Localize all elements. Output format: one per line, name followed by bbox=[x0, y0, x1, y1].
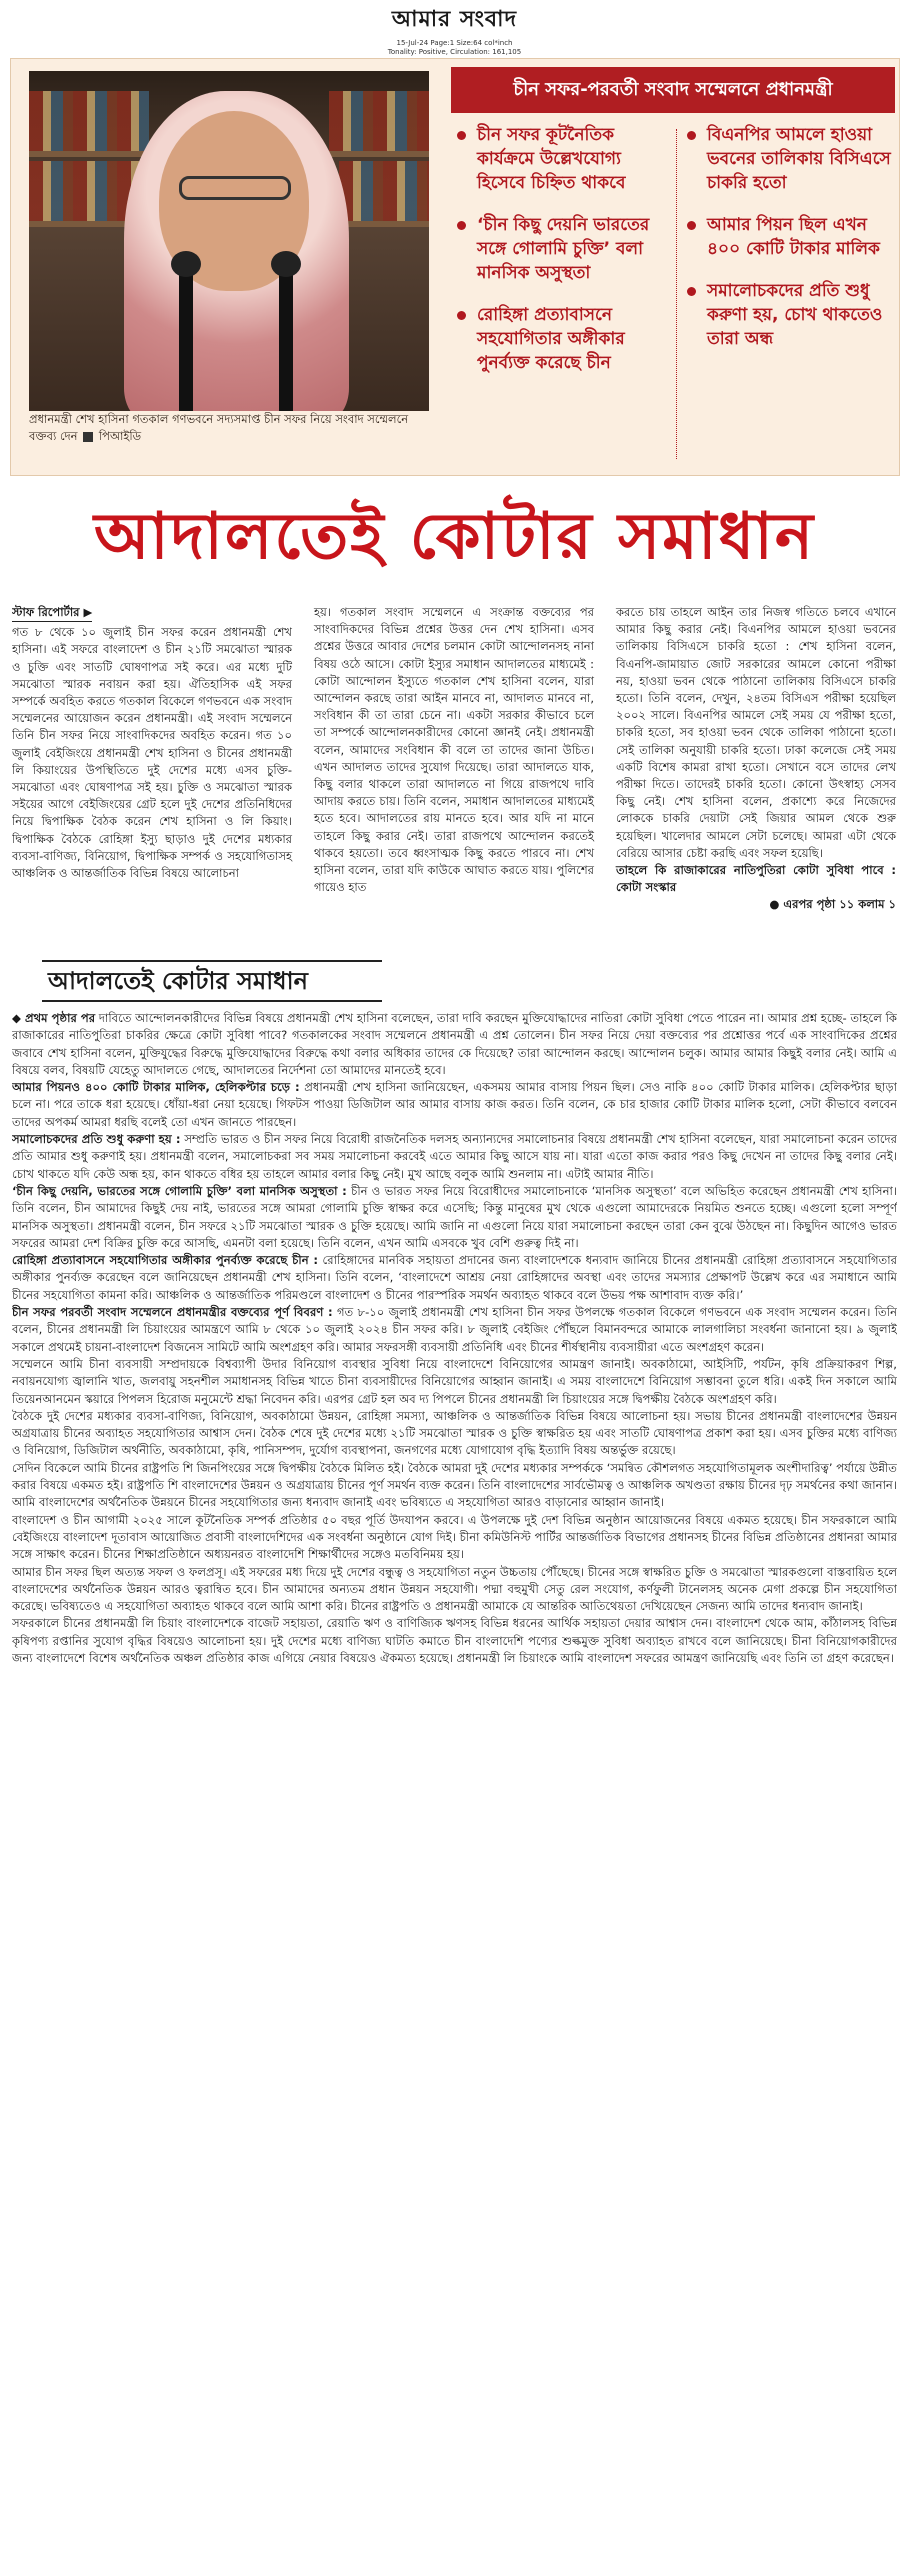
paragraph: রোহিঙ্গা প্রত্যাবাসনে সহযোগিতার অঙ্গীকার পুনর্ব্যক্ত করেছে চীন : রোহিঙ্গাদের মানবিক সহায়তা প্রদানের জন্য বাংলাদেশকে ধন্যবাদ জানিয়ে চীনের প্রধানমন্ত্রী রোহিঙ্গা প্রত্যাবাসনে সহযোগিতার অঙ্গীকার পুনর্ব্যক্ত করেছেন বলে জানিয়েছেন প্রধানমন্ত্রী শেখ হাসিনা। তিনি বলেন, ‘বাংলাদেশে আশ্রয় নেয়া রোহিঙ্গাদের অবস্থা এবং তাদের সমস্যার প্রেক্ষাপট উল্লেখ করে এর সমাধানে আমি চীনের সহযোগিতা কামনা করি। আঞ্চলিক ও আন্তর্জাতিক পরিমণ্ডলে বাংলাদেশ ও চীনের পারস্পরিক সমর্থন অব্যাহত থাকবে বলে উভয় পক্ষ আশাবাদ ব্যক্ত করি।’ bbox=[12, 1253, 897, 1302]
paragraph: সেদিন বিকেলে আমি চীনের রাষ্ট্রপতি শি জিনপিংয়ের সঙ্গে দ্বিপক্ষীয় বৈঠকে মিলিত হই। বৈঠকে আমরা দুই দেশের মধ্যকার সম্পর্ককে ‘সমন্বিত কৌশলগত সহযোগিতামূলক অংশীদারিত্ব’ পর্যায়ে উন্নীত করার বিষয়ে একমত হই। রাষ্ট্রপতি শি বাংলাদেশের উন্নয়ন ও অগ্রযাত্রায় চীনের পূর্ণ সমর্থন ব্যক্ত করেন। তিনি বাংলাদেশের সার্বভৌমত্ব ও আঞ্চলিক অখণ্ডতা রক্ষায় চীনের দৃঢ় সমর্থনের কথা জানান। আমি বাংলাদেশের অর্থনৈতিক উন্নয়নে চীনের সহযোগিতার জন্য ধন্যবাদ জানাই এবং ভবিষ্যতে এ সহযোগিতা আরও বাড়ানোর আহ্বান জানাই। bbox=[12, 1460, 897, 1510]
bullet-dot-icon bbox=[457, 221, 466, 230]
paragraph: সফরকালে চীনের প্রধানমন্ত্রী লি চিয়াং বাংলাদেশকে বাজেট সহায়তা, রেয়াতি ঋণ ও বাণিজ্যিক ঋণসহ বিভিন্ন ধরনের আর্থিক সহায়তা দেয়ার আশ্বাস দেন। বাংলাদেশ থেকে আম, কাঁঠালসহ বিভিন্ন কৃষিপণ্য রপ্তানির সুযোগ বৃদ্ধির বিষয়েও আলোচনা হয়। দুই দেশের মধ্যে বাণিজ্য ঘাটতি কমাতে চীন বাংলাদেশি পণ্যের শুল্কমুক্ত সুবিধা অব্যাহত রাখবে বলে জানিয়েছে। চীনা বিনিয়োগকারীদের জন্য বাংলাদেশে বিশেষ অর্থনৈতিক অঞ্চল প্রতিষ্ঠার কাজ এগিয়ে নেয়ার বিষয়েও ঐকমত্য হয়েছে। প্রধানমন্ত্রী লি চিয়াংকে আমি বাংলাদেশ সফরের আমন্ত্রণ জানিয়েছি এবং তিনি তা গ্রহণ করেছেন। bbox=[12, 1616, 897, 1665]
paragraph: ‘চীন কিছু দেয়নি, ভারতের সঙ্গে গোলামি চুক্তি’ বলা মানসিক অসুস্থতা : চীন ও ভারত সফর নিয়ে বিরোধীদের সমালোচনাকে ‘মানসিক অসুস্থতা’ বলে অভিহিত করেছেন প্রধানমন্ত্রী শেখ হাসিনা। তিনি বলেন, চীন আমাদের কিছুই দেয় নাই, ভারতের সঙ্গে আমরা গোলামি চুক্তি স্বাক্ষর করে এসেছি; কিন্তু মানুষের মুখ থেকে এগুলো আমাদেরকে নিয়মিত শুনতে হচ্ছে। এগুলো হলো সম্পূর্ণ মানসিক অসুস্থতা। প্রধানমন্ত্রী বলেন, চীন সফরে ২১টি সমঝোতা স্মারক ও চুক্তি হয়েছে। আমি জানি না এগুলো নিয়ে যারা সমালোচনা করছেন তারা কেন বুঝে উঠছেন না। কিছুদিন আগেও ভারত সফরের আমরা দেশ বিক্রির চুক্তি করে আসছি, এমনটা বলা হয়েছে। তিনি বলেন, এখন আমি এসবকে খুব বেশি গুরুত্ব দিই না। bbox=[12, 1183, 897, 1250]
masthead bbox=[0, 0, 909, 56]
newspaper-title: আমার সংবাদ bbox=[391, 6, 518, 32]
caption-text: প্রধানমন্ত্রী শেখ হাসিনা গতকাল গণভবনে সদ্যসমাপ্ত চীন সফর নিয়ে সংবাদ সম্মেলনে বক্তব্য দেন bbox=[29, 412, 409, 443]
lead-article bbox=[12, 604, 897, 999]
bullet-dot-icon bbox=[687, 131, 696, 140]
article-column-1 bbox=[12, 604, 292, 882]
feature-point: চীন সফর কূটনৈতিক কার্যক্রমে উল্লেখযোগ্য হিসেবে চিহ্নিত থাকবে bbox=[457, 123, 662, 195]
news-photo bbox=[29, 71, 429, 411]
clipping-meta-line-2: Tonality: Positive, Circulation: 161,105 bbox=[387, 48, 522, 56]
feature-point: বিএনপির আমলে হাওয়া ভবনের তালিকায় বিসিএসে চাকরি হতো bbox=[687, 123, 892, 195]
continuation-article bbox=[12, 960, 897, 2552]
feature-point: আমার পিয়ন ছিল এখন ৪০০ কোটি টাকার মালিক bbox=[687, 213, 892, 261]
feature-point: ‘চীন কিছু দেয়নি ভারতের সঙ্গে গোলামি চুক্তি’ বলা মানসিক অসুস্থতা bbox=[457, 213, 662, 285]
feature-divider bbox=[676, 129, 677, 459]
feature-box bbox=[10, 58, 900, 476]
paragraph: ◆ প্রথম পৃষ্ঠার পর দাবিতে আন্দোলনকারীদের বিভিন্ন বিষয়ে প্রধানমন্ত্রী শেখ হাসিনা বলেছেন, তারা দাবি করছেন মুক্তিযোদ্ধাদের নাতিরা কোটা সুবিধা পেতে পারেন না। আমার প্রশ্ন হচ্ছে- তাহলে কি রাজাকারের নাতিপুতিরা চাকরির ক্ষেত্রে কোটা সুবিধা পাবে? গতকালকের সংবাদ সম্মেলনে প্রধানমন্ত্রী এ প্রশ্ন তোলেন। চীন সফর নিয়ে দেয়া বক্তব্যের পর প্রশ্নোত্তর পর্বে এক সাংবাদিকের প্রশ্নের জবাবে শেখ হাসিনা বলেন, মুক্তিযুদ্ধের বিরুদ্ধে মুক্তিযোদ্ধাদের বিরুদ্ধে কথা বলার অধিকার তাদের কে দিয়েছে? তারা আন্দোলন করছে। আন্দোলন চলুক। আমার আমার কিছুই বলার নেই। আমি এ বিষয়ে বলব, বিষয়টি যেহেতু আদালতে গেছে, আদালতের নির্দেশনা তো আমাদের মানতেই হবে। bbox=[12, 1011, 897, 1077]
paragraph: আমার চীন সফর ছিল অত্যন্ত সফল ও ফলপ্রসূ। এই সফরের মধ্য দিয়ে দুই দেশের বন্ধুত্ব ও সহযোগিতা নতুন উচ্চতায় পৌঁছেছে। চীনের সঙ্গে স্বাক্ষরিত চুক্তি ও সমঝোতা স্মারকগুলো বাস্তবায়িত হলে বাংলাদেশের অর্থনৈতিক উন্নয়ন আরও ত্বরান্বিত হবে। চীন আমাদের অন্যতম প্রধান উন্নয়ন সহযোগী। পদ্মা বহুমুখী সেতু রেল সংযোগ, কর্ণফুলী টানেলসহ অনেক মেগা প্রকল্পে চীন সহযোগিতা করেছে। ভবিষ্যতেও এ সহযোগিতা অব্যাহত থাকবে বলে আমি আশা করি। চীনের রাষ্ট্রপতি ও প্রধানমন্ত্রী আমাকে যে আন্তরিক আতিথেয়তা দেখিয়েছেন সেজন্য আমি তাদের ধন্যবাদ জানাই। bbox=[12, 1564, 897, 1614]
paragraph: বাংলাদেশ ও চীন আগামী ২০২৫ সালে কূটনৈতিক সম্পর্ক প্রতিষ্ঠার ৫০ বছর পূর্তি উদযাপন করবে। এ উপলক্ষে দুই দেশ বিভিন্ন অনুষ্ঠান আয়োজনের বিষয়ে একমত হয়েছে। চীন সফরকালে আমি বেইজিংয়ে বাংলাদেশ দূতাবাস আয়োজিত প্রবাসী বাংলাদেশিদের এক সংবর্ধনা অনুষ্ঠানে যোগ দিই। চীনা কমিউনিস্ট পার্টির আন্তর্জাতিক বিভাগের প্রধানসহ চীনের বিভিন্ন প্রতিষ্ঠানের প্রধানরা আমার সঙ্গে সাক্ষাৎ করেন। চীনের শিক্ষাপ্রতিষ্ঠানে অধ্যয়নরত বাংলাদেশি শিক্ষার্থীদের সঙ্গেও মতবিনিময় হয়। bbox=[12, 1512, 897, 1562]
photo-caption bbox=[29, 411, 429, 445]
teaser-text: তাহলে কি রাজাকারের নাতিপুতিরা কোটা সুবিধা পাবে : কোটা সংস্কার bbox=[616, 863, 896, 895]
feature-point: রোহিঙ্গা প্রত্যাবাসনে সহযোগিতার অঙ্গীকার পুনর্ব্যক্ত করেছে চীন bbox=[457, 303, 662, 375]
paragraph: সম্মেলনে আমি চীনা ব্যবসায়ী সম্প্রদায়কে বিশ্বব্যাপী উদার বিনিয়োগ ব্যবস্থার সুবিধা নিয়ে বাংলাদেশে বিনিয়োগের আমন্ত্রণ জানাই। অবকাঠামো, আইসিটি, পর্যটন, কৃষি প্রক্রিয়াকরণ শিল্প, নবায়নযোগ্য জ্বালানি খাত, জলবায়ু সহনশীল সমাধানসহ বিভিন্ন খাতে চীনা ব্যবসায়ীদের বিনিয়োগের আহ্বান জানাই। এ সময় বাংলাদেশে বিনিয়োগ সম্ভাবনা তুলে ধরি। একই দিন সকালে আমি তিয়েনআনমেন স্কয়ারে পিপলস হিরোজ মনুমেন্টে শ্রদ্ধা নিবেদন করি। এরপর গ্রেট হল অব দ্য পিপলে চীনের প্রধানমন্ত্রী লি চিয়াংয়ের সঙ্গে দ্বিপক্ষীয় বৈঠকে অংশগ্রহণ করি। bbox=[12, 1356, 897, 1406]
column-text: হয়। গতকাল সংবাদ সম্মেলনে এ সংক্রান্ত বক্তব্যের পর সাংবাদিকদের বিভিন্ন প্রশ্নের উত্তর দেন শেখ হাসিনা। এসব প্রশ্নের উত্তরে আবার দেশের চলমান কোটা আন্দোলনসহ নানা বিষয় ওঠে আসে। কোটা ইস্যুর সমাধান আদালতের মাধ্যমেই : কোটা আন্দোলন ইস্যুতে গতকাল শেখ হাসিনা বলেন, যারা আন্দোলন করছে তারা আইন মানবে না, আদালত মানবে না, সংবিধান কী তা তারা চেনে না। একটা সরকার কীভাবে চলে তা সম্পর্কে আন্দোলনকারীদের কোনো জ্ঞানই নেই। প্রধানমন্ত্রী বলেন, আমাদের সংবিধান কী বলে তা তাদের জানা উচিত। এখন আদালত তাদের সুযোগ দিয়েছে। তারা আদালতে যাক, কিছু বলার থাকলে তারা আদালতে না গিয়ে রাজপথে দাবি আদায় করতে চায়। তিনি বলেন, সমাধান আদালতের মাধ্যমেই হতে হবে। আদালতের রায় মানতে হবে। আর যদি না মানে তাহলে কিছু করার নেই। তারা রাজপথে আন্দোলন করতেই থাকবে হয়তো। তবে ধ্বংসাত্মক কিছু করতে পারবে না। শেখ হাসিনা বলেন, তারা যদি কাউকে আঘাত করতে যায়। পুলিশের গায়েও হাত bbox=[314, 605, 594, 895]
paragraph: আমার পিয়নও ৪০০ কোটি টাকার মালিক, হেলিকপ্টার চড়ে : প্রধানমন্ত্রী শেখ হাসিনা জানিয়েছেন, একসময় আমার বাসায় পিয়ন ছিল। সেও নাকি ৪০০ কোটি টাকার মালিক। হেলিকপ্টার ছাড়া চলে না। পরে তাকে ধরা হয়েছে। ধোঁয়া-ধরা নেয়া হয়েছে। গিফটস পাওয়া ডিজিটাল আর আমার বাসায় কাজ করত। তিনি বলেন, কে চার হাজার কোটি টাকার মালিক হলো, সেটা কীভাবে বলবেন তাদের অপকর্ম আমরা ধরছি বলেই তো এখন জানতে পারছেন। bbox=[12, 1080, 897, 1129]
main-headline: আদালতেই কোটার সমাধান bbox=[93, 499, 816, 574]
feature-point: সমালোচকদের প্রতি শুধু করুণা হয়, চোখ থাকতেও তারা অন্ধ bbox=[687, 279, 892, 351]
credit-square-icon bbox=[83, 432, 93, 442]
clipping-meta-line-1: 15-Jul-24 Page:1 Size:64 col*inch bbox=[396, 39, 513, 47]
column-text: গত ৮ থেকে ১০ জুলাই চীন সফর করেন প্রধানমন্ত্রী শেখ হাসিনা। এই সফরে বাংলাদেশ ও চীন ২১টি সমঝোতা স্মারক ও চুক্তি এবং সাতটি ঘোষণাপত্র সই করে। এর মধ্যে দুটি সমঝোতা স্মারক নবায়ন করা হয়। ঐতিহাসিক এই সফর সম্পর্কে অবহিত করতে গতকাল বিকেলে গণভবনে এক সংবাদ সম্মেলনের আয়োজন করেন প্রধানমন্ত্রী। এই সংবাদ সম্মেলনে তিনি চীন সফর নিয়ে সাংবাদিকদের অবহিত করেন। গত ১০ জুলাই বেইজিংয়ে প্রধানমন্ত্রী শেখ হাসিনা ও চীনের প্রধানমন্ত্রী লি কিয়াংয়ের উপস্থিতিতে দুই দেশের মধ্যে এসব চুক্তি-সমঝোতা এবং ঘোষণাপত্র সই হয়। চুক্তি ও সমঝোতা স্মারক সইয়ের আগে বেইজিংয়ের গ্রেট হলে দুই দেশের প্রতিনিধিদের নিয়ে দ্বিপাক্ষিক বৈঠক করেন শেখ হাসিনা ও লি কিয়াং। দ্বিপাক্ষিক বৈঠকে রোহিঙ্গা ইস্যু ছাড়াও দুই দেশের মধ্যকার ব্যবসা-বাণিজ্য, বিনিয়োগ, দ্বিপাক্ষিক সম্পর্ক ও সহযোগিতাসহ আঞ্চলিক ও আন্তর্জাতিক বিভিন্ন বিষয়ে আলোচনা bbox=[12, 625, 292, 881]
photo-credit: পিআইডি bbox=[98, 429, 142, 443]
continuation-title: আদালতেই কোটার সমাধান bbox=[42, 960, 382, 1002]
byline: স্টাফ রিপোর্টার ▶ bbox=[12, 604, 92, 622]
article-column-2 bbox=[314, 604, 594, 896]
column-text: করতে চায় তাহলে আইন তার নিজস্ব গতিতে চলবে এখানে আমার কিছু করার নেই। বিএনপির আমলে হাওয়া ভবনের তালিকায় বিসিএসে চাকরি হতো : শেখ হাসিনা বলেন, বিএনপি-জামায়াত জোট সরকারের আমলে কোনো পরীক্ষা নয়, হাওয়া ভবন থেকে পাঠানো তালিকায় বিসিএসে চাকরি হতো। তিনি বলেন, দেখুন, ২৪তম বিসিএস পরীক্ষা হয়েছিল ২০০২ সালে। বিএনপির আমলে সেই সময় যে পরীক্ষা হতো, চাকরি হতো, সব হাওয়া ভবন থেকে তালিকা পাঠানো হতো। সেই তালিকা অনুযায়ী চাকরি হতো। ঢাকা কলেজে সেই সময় একটি বিশেষ কামরা রাখা হতো। সেখানে বসে তাদের লেখ পরীক্ষা দিতে। তাদেরই চাকরি হতো। কোনো উৎস্বাহ্য সেসব কিছু নেই। শেখ হাসিনা বলেন, প্রকাশ্যে করে নিজেদের লোককে চাকরি দেয়াটা সেই জিয়ার আমল থেকে শুরু হয়েছিল। খালেদার আমলে সেটা চলেছে। আমরা এটা থেকে বেরিয়ে আসার চেষ্টা করছি এবং সফল হয়েছি। bbox=[616, 605, 896, 860]
paragraph: চীন সফর পরবর্তী সংবাদ সম্মেলনে প্রধানমন্ত্রীর বক্তব্যের পূর্ণ বিবরণ : গত ৮-১০ জুলাই প্রধানমন্ত্রী শেখ হাসিনা চীন সফর উপলক্ষে গতকাল বিকেলে গণভবনে এক সংবাদ সম্মেলন করেন। তিনি বলেন, চীনের প্রধানমন্ত্রী লি চিয়াংয়ের আমন্ত্রণে আমি ৮ থেকে ১০ জুলাই ২০২৪ চীন সফর করি। ৮ জুলাই বেইজিং পৌঁছলে বিমানবন্দরে আমাকে লালগালিচা সংবর্ধনা জানানো হয়। ৯ জুলাই সকালে প্রথমেই চায়না-বাংলাদেশ বিজনেস সামিটে আমি অংশগ্রহণ করি। আমার সফরসঙ্গী ব্যবসায়ী প্রতিনিধি এবং চীনের শীর্ষস্থানীয় ব্যবসায়ীরা এতে অংশগ্রহণ করেন। bbox=[12, 1305, 897, 1354]
bullet-dot-icon bbox=[687, 221, 696, 230]
bullet-dot-icon bbox=[457, 131, 466, 140]
continuation-body bbox=[12, 1010, 897, 1667]
feature-banner: চীন সফর-পরবর্তী সংবাদ সম্মেলনে প্রধানমন্ত্রী bbox=[451, 67, 895, 113]
jump-reference: ● এরপর পৃষ্ঠা ১১ কলাম ১ bbox=[769, 897, 896, 912]
feature-right-points bbox=[687, 123, 892, 369]
paragraph: বৈঠকে দুই দেশের মধ্যকার ব্যবসা-বাণিজ্য, বিনিয়োগ, অবকাঠামো উন্নয়ন, রোহিঙ্গা সমস্যা, আঞ্চলিক ও আন্তর্জাতিক বিভিন্ন বিষয়ে আলোচনা হয়। সভায় চীনের প্রধানমন্ত্রী বাংলাদেশের উন্নয়ন অগ্রযাত্রায় চীনের অব্যাহত সহযোগিতার আশ্বাস দেন। বৈঠক শেষে দুই দেশের মধ্যে ২১টি সমঝোতা স্মারক ও চুক্তি স্বাক্ষরিত হয় এবং সাতটি ঘোষণাপত্র প্রকাশ করা হয়। এসব চুক্তির মধ্যে বাণিজ্য ও বিনিয়োগ, ডিজিটাল অর্থনীতি, অবকাঠামো, কৃষি, পানিসম্পদ, দুর্যোগ ব্যবস্থাপনা, জনগণের মধ্যে যোগাযোগ বৃদ্ধি ইত্যাদি বিষয় অন্তর্ভুক্ত রয়েছে। bbox=[12, 1408, 897, 1458]
article-column-3 bbox=[616, 604, 896, 914]
feature-left-points bbox=[457, 123, 662, 393]
bullet-dot-icon bbox=[687, 287, 696, 296]
paragraph: সমালোচকদের প্রতি শুধু করুণা হয় : সম্প্রতি ভারত ও চীন সফর নিয়ে বিরোধী রাজনৈতিক দলসহ অন্যান্যদের সমালোচনার বিষয়ে প্রধানমন্ত্রী শেখ হাসিনা বলেছেন, যারা সমালোচনা করেন তাদের প্রতি আমার শুধু করুণাই হয়। প্রধানমন্ত্রী বলেন, সমালোচকরা সব সময় সমালোচনা করবেই এতে আমার কিছু আসে যায় না। যারা এতো কাজ করার পরও কিছু দেখেন না তাদের কিছু বলার নেই। চোখ থাকতে যদি কেউ অন্ধ হয়, কান থাকতে বধির হয় তাহলে আমার বলার কিছু নেই। মুখ আছে বলুক আমি শুনলাম না। এটাই আমার নীতি। bbox=[12, 1132, 897, 1181]
bullet-dot-icon bbox=[457, 311, 466, 320]
